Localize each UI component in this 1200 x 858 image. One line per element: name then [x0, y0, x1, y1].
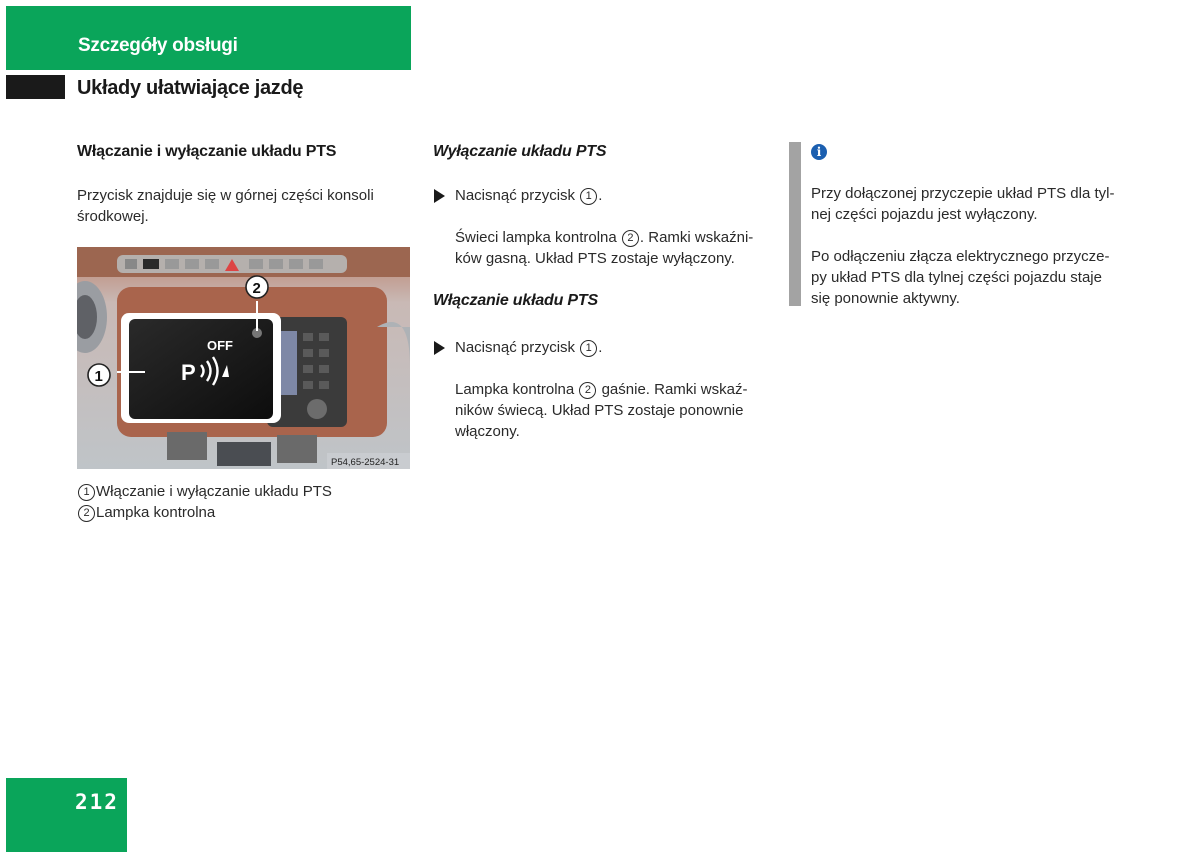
- legend-text: Lampka kontrolna: [96, 504, 216, 521]
- result-line: włączony.: [455, 423, 520, 440]
- figure-code: P54,65-2524-31: [331, 457, 400, 468]
- figure-legend: [77, 481, 332, 523]
- result-num: 2: [622, 230, 639, 247]
- on-heading: Włączanie układu PTS: [433, 292, 598, 309]
- off-step: [455, 185, 602, 206]
- off-result: [455, 227, 753, 269]
- note-bar: [789, 142, 801, 306]
- legend-text: Włączanie i wyłączanie układu PTS: [96, 483, 332, 500]
- info-icon: i: [811, 144, 827, 160]
- subsection-title: Układy ułatwiające jazdę: [77, 77, 304, 99]
- step-text: Nacisnąć przycisk: [455, 339, 576, 356]
- result-line: [455, 379, 747, 400]
- step-text: .: [598, 187, 603, 204]
- col1-intro: [77, 185, 374, 227]
- note-line: Po odłączeniu złącza elektrycznego przycze-: [811, 248, 1110, 265]
- on-result: [455, 379, 747, 442]
- page-number: 212: [75, 790, 119, 814]
- result-text: gaśnie. Ramki wskaź-: [597, 381, 748, 398]
- callout-1: 1: [94, 368, 103, 385]
- result-line: ków gasną. Układ PTS zostaje wyłączony.: [455, 250, 735, 267]
- note-line: się ponownie aktywny.: [811, 290, 960, 307]
- result-text: . Ramki wskaźni-: [639, 229, 754, 246]
- note-line: nej części pojazdu jest wyłączony.: [811, 206, 1038, 223]
- note-paragraph-1: [811, 183, 1114, 225]
- result-text: Lampka kontrolna: [455, 381, 575, 398]
- on-step: [455, 337, 602, 358]
- header-band: [6, 6, 411, 70]
- button-off-label: OFF: [207, 338, 233, 353]
- note-paragraph-2: [811, 246, 1109, 309]
- note-line: py układ PTS dla tylnej części pojazdu staje: [811, 269, 1102, 286]
- result-line: ników świecą. Układ PTS zostaje ponownie: [455, 402, 744, 419]
- note-line: Przy dołączonej przyczepie układ PTS dla tyl-: [811, 185, 1115, 202]
- step-num: 1: [580, 340, 597, 357]
- subsection-marker: [6, 75, 65, 99]
- section-title: Szczegóły obsługi: [78, 35, 238, 56]
- legend-item: [77, 481, 332, 502]
- intro-line: środkowej.: [77, 208, 149, 225]
- console-photo: [77, 247, 410, 469]
- result-num: 2: [579, 382, 596, 399]
- step-num: 1: [580, 188, 597, 205]
- step-arrow-icon: [434, 341, 445, 355]
- off-heading: Wyłączanie układu PTS: [433, 143, 607, 160]
- step-arrow-icon: [434, 189, 445, 203]
- result-text: Świeci lampka kontrolna: [455, 229, 617, 246]
- legend-num: 2: [78, 505, 95, 522]
- col1-heading: Włączanie i wyłączanie układu PTS: [77, 143, 337, 160]
- step-text: Nacisnąć przycisk: [455, 187, 576, 204]
- legend-item: [77, 502, 332, 523]
- callout-2: 2: [252, 280, 261, 297]
- button-p-symbol: P: [181, 360, 196, 385]
- intro-line: Przycisk znajduje się w górnej części konsoli: [77, 187, 374, 204]
- legend-num: 1: [78, 484, 95, 501]
- step-text: .: [598, 339, 603, 356]
- result-line: [455, 227, 753, 248]
